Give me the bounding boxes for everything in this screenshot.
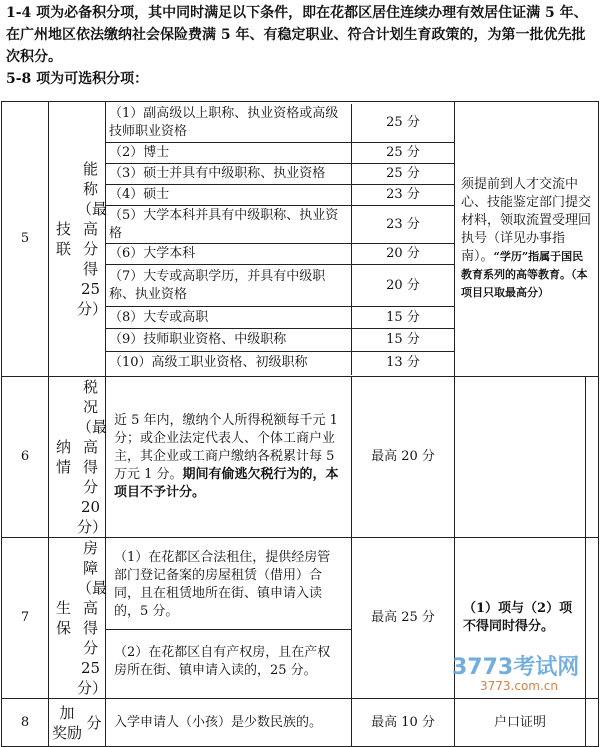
list-item [106,352,454,375]
list-item [106,329,454,352]
intro-section [0,0,600,87]
category-label-left: 技 联 [55,220,71,258]
list-item [106,143,454,164]
item-text: （3）硕士并具有中级职称、执业资格 [106,164,352,185]
description-text-bold: 期间有偷逃欠税行为的，本项目不予计分。 [114,467,339,500]
item-points: 13 分 [352,352,455,375]
item-points: 25 分 [352,143,455,164]
item-text: （10）高级工职业资格、初级职称 [109,355,308,371]
item-text: （7）大专或高职学历，并具有中级职称、执业资格 [106,265,352,307]
item-points: 20 分 [352,244,455,265]
row-number: 5 [2,102,49,377]
note-cell: 户口证明 [455,699,586,747]
max-points-cell: 最高 10 分 [352,699,455,747]
category-label-left: 加 奖励 [51,703,82,742]
row-number: 7 [2,538,49,699]
watermark-logo: 3773考试网 [452,655,580,680]
item-text: （4）硕士 [106,185,352,206]
item-list-cell [106,102,455,377]
item-list-cell [106,538,352,699]
list-item [106,206,454,244]
category-label-left: 纳 情 [55,438,71,476]
list-item [106,104,454,143]
description-cell: 入学申请人（小孩）是少数民族的。 [106,699,352,747]
list-item [106,629,351,695]
intro-paragraph-optional: 5-8 项为可选积分项： [6,71,149,87]
watermark-url: 3773.com.cn [480,679,558,693]
category-label-right: 税 况 （最 高 得 分 20 分） [77,378,108,536]
list-item [106,185,454,206]
item-points: 25 分 [352,164,455,185]
description-text: 近 5 年内，缴纳个人所得税额每千元 1 分；或企业法定代表人、个体工商户业主，其企业或工商户缴纳各税累计每 5 万元 1 分。 [114,413,338,482]
list-item [106,307,454,329]
item-subtable [106,104,454,375]
category-cell [49,102,106,377]
description-cell [106,377,352,538]
item-text: （5）大学本科并具有中级职称、执业资格 [106,206,352,244]
edge-cell [586,377,599,538]
item-points: 23 分 [352,206,455,244]
edge-cell [586,538,599,699]
note-cell: （1）项与（2）项不得同时得分。 [455,538,586,699]
item-text: （8）大专或高职 [106,307,352,329]
list-item [106,244,454,265]
note-cell [455,102,599,377]
row-number: 8 [2,699,49,747]
category-cell [49,538,106,699]
list-item [106,164,454,185]
row-number: 6 [2,377,49,538]
max-points-cell: 最高 20 分 [352,377,455,538]
item-subtable [106,541,351,695]
item-text: （2）博士 [106,143,352,164]
item-text: （2）在花都区自有产权房，且在产权房所在街、镇申请入读的，25 分。 [114,645,331,679]
item-points: 20 分 [352,265,455,307]
item-text: （1）在花都区合法租住，提供经房管部门登记备案的房屋租赁（借用）合同，且在租赁地所在街、镇申请入读的，5 分。 [106,541,351,629]
intro-paragraph-required: 1-4 项为必备积分项，其中同时满足以下条件，即在花都区居住连续办理有效居住证满 5 年、在广州地区依法缴纳社会保险费满 5 年、有稳定职业、符合计划生育政策的，为第一批优先批次积分。 [6,5,588,65]
item-text: （6）大学本科 [106,244,352,265]
table-row [2,377,599,538]
note-text: 须提前到人才交流中心、技能鉴定部门提交材料，领取流置受理回执号（详见办事指南）。 [461,177,592,264]
list-item [106,265,454,307]
note-cell [455,377,586,538]
category-label-right: 分 [86,713,102,732]
category-label-left: 生 保 [55,599,71,637]
note-text-bold: “学历”指属于国民教育系列的高等教育。（本项目只取最高分） [461,250,588,299]
item-points: 15 分 [352,307,455,329]
category-cell [49,377,106,538]
item-text: （9）技师职业资格、中级职称 [106,329,352,352]
list-item [106,541,351,629]
item-points: 25 分 [352,104,455,143]
item-points: 15 分 [352,329,455,352]
category-label-right: 房 障 （最 高 得 分 25 分） [77,539,108,697]
category-label-right: 能 称 （最 高 分 得 25 分） [77,160,108,318]
item-points: 23 分 [352,185,455,206]
table-row [2,102,599,377]
max-points-cell: 最高 25 分 [352,538,455,699]
item-text: （1）副高级以上职称、执业资格或高级技师职业资格 [106,104,352,143]
